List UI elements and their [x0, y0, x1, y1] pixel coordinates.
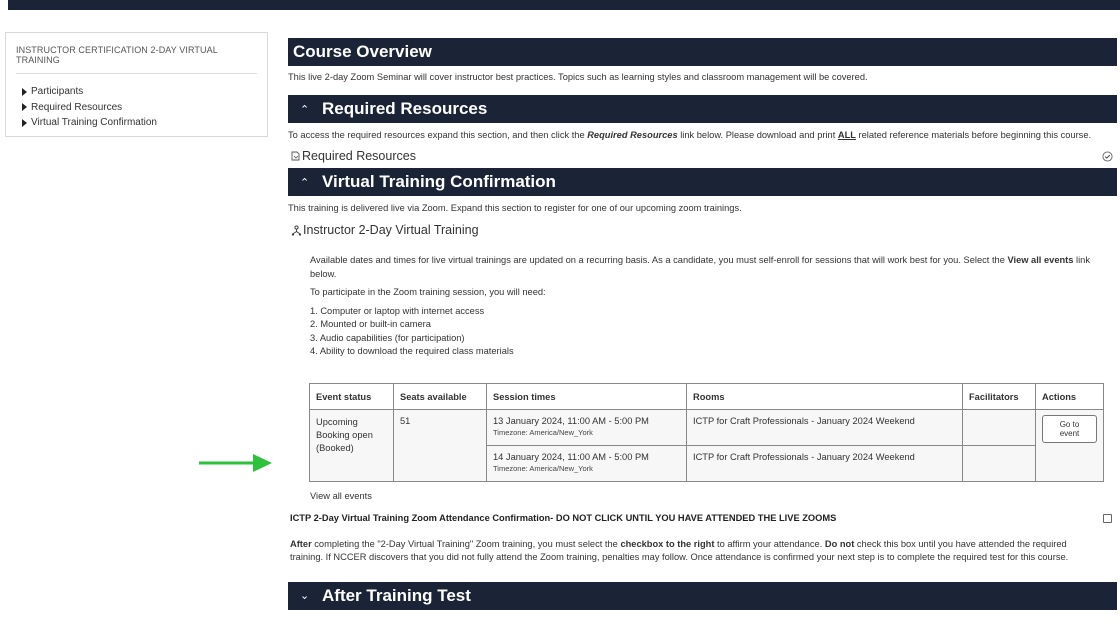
- check-circle-icon[interactable]: [1102, 151, 1113, 162]
- sidebar-course-title: INSTRUCTOR CERTIFICATION 2-DAY VIRTUAL TRAINING: [16, 45, 257, 74]
- chevron-up-icon[interactable]: ⌃: [300, 176, 310, 189]
- view-all-events-link[interactable]: View all events: [310, 490, 372, 501]
- top-navbar: [8, 0, 1120, 10]
- section-title: After Training Test: [322, 585, 471, 605]
- needs-item: 2. Mounted or built-in camera: [310, 319, 431, 329]
- col-session-times: Session times: [487, 383, 687, 409]
- intro-paragraph: Available dates and times for live virtual trainings are updated on a recurring basis. As a candidate, you must self-enroll for sessions that will work best for you. Select the View all events link below.: [310, 255, 1090, 279]
- sidebar-item-label: Participants: [31, 86, 84, 98]
- section-header-after-training-test[interactable]: [288, 582, 1117, 610]
- actions-cell: [1036, 409, 1104, 481]
- needs-heading: To participate in the Zoom training session, you will need:: [310, 287, 546, 297]
- section-header-virtual-training-confirmation[interactable]: [288, 168, 1117, 196]
- section-header-required-resources[interactable]: [288, 95, 1117, 123]
- table-row: [310, 409, 1104, 445]
- activity-label: Instructor 2-Day Virtual Training: [303, 223, 479, 237]
- instructor-virtual-training-link[interactable]: [291, 222, 1117, 238]
- course-index-sidebar: [5, 32, 268, 137]
- caret-right-icon: [22, 103, 27, 111]
- caret-right-icon: [22, 88, 27, 96]
- chevron-up-icon[interactable]: ⌃: [300, 103, 310, 116]
- file-icon: [291, 151, 300, 161]
- events-table: [309, 383, 1104, 482]
- session-time-cell: 13 January 2024, 11:00 AM - 5:00 PM Timezone: America/New_York: [487, 409, 687, 445]
- caret-right-icon: [22, 119, 27, 127]
- room-cell: ICTP for Craft Professionals - January 2024 Weekend: [687, 445, 963, 481]
- col-actions: Actions: [1036, 383, 1104, 409]
- group-people-icon: [291, 225, 302, 236]
- green-arrow-icon: [199, 453, 273, 473]
- attendance-checkbox[interactable]: [1103, 514, 1112, 523]
- activity-label: Required Resources: [302, 149, 416, 163]
- section-title: Virtual Training Confirmation: [322, 172, 556, 191]
- required-resources-description: To access the required resources expand this section, and then click the Required Resources link below. Please download and print ALL related reference materials before beginning this course.: [288, 130, 1092, 140]
- facilitators-cell: [963, 445, 1036, 481]
- required-resources-link[interactable]: [291, 149, 416, 163]
- course-overview-description: This live 2-day Zoom Seminar will cover instructor best practices. Topics such as learning styles and classroom management will be covered.: [288, 72, 868, 82]
- virtual-training-description: This training is delivered live via Zoom. Expand this section to register for one of our upcoming zoom trainings.: [288, 203, 742, 213]
- sidebar-item-label: Required Resources: [31, 101, 123, 113]
- go-to-event-button[interactable]: Go to event: [1042, 415, 1097, 443]
- sidebar-item-participants[interactable]: [16, 84, 257, 100]
- attendance-instructions: After completing the "2-Day Virtual Training" Zoom training, you must select the checkbox to the right to affirm your attendance. Do not check this box until you have attended the required training. If NCCER discovers that you did not fully attend the Zoom training, penalties may follow. Once attendance is confirmed your next step is to complete the required test for this course.: [290, 538, 1069, 562]
- section-title: Required Resources: [322, 99, 488, 118]
- col-event-status: Event status: [310, 383, 394, 409]
- facilitators-cell: [963, 409, 1036, 445]
- section-header-course-overview: [288, 38, 1117, 66]
- section-title: Course Overview: [293, 42, 432, 61]
- course-content: [288, 38, 1117, 610]
- col-seats-available: Seats available: [394, 383, 487, 409]
- col-rooms: Rooms: [687, 383, 963, 409]
- sidebar-item-label: Virtual Training Confirmation: [31, 117, 157, 129]
- session-time-cell: 14 January 2024, 11:00 AM - 5:00 PM Timezone: America/New_York: [487, 445, 687, 481]
- sidebar-item-required-resources[interactable]: [16, 100, 257, 116]
- sidebar-item-virtual-training-confirmation[interactable]: [16, 115, 257, 131]
- room-cell: ICTP for Craft Professionals - January 2024 Weekend: [687, 409, 963, 445]
- col-facilitators: Facilitators: [963, 383, 1036, 409]
- needs-item: 3. Audio capabilities (for participation): [310, 332, 465, 343]
- chevron-down-icon[interactable]: ⌄: [300, 590, 310, 602]
- event-status-cell: Upcoming Booking open (Booked): [310, 409, 394, 481]
- attendance-confirmation-title: ICTP 2-Day Virtual Training Zoom Attendance Confirmation- DO NOT CLICK UNTIL YOU HAVE ATTENDED THE LIVE ZOOMS: [290, 513, 837, 523]
- seats-cell: 51: [394, 409, 487, 481]
- needs-item: 4. Ability to download the required class materials: [310, 346, 514, 356]
- needs-item: 1. Computer or laptop with internet access: [310, 305, 485, 316]
